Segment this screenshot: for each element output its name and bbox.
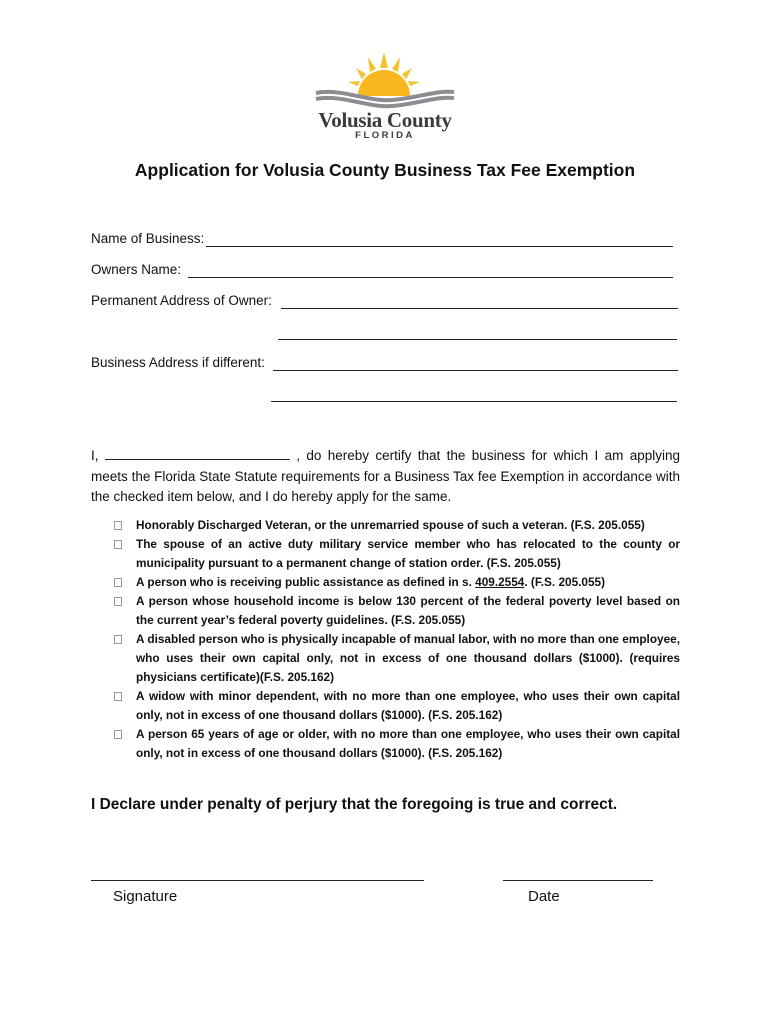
applicant-name-field[interactable] bbox=[105, 447, 290, 460]
exemption-option-military-spouse bbox=[112, 535, 680, 573]
exemption-option-public-assistance bbox=[112, 573, 680, 592]
exemption-option-low-income bbox=[112, 592, 680, 630]
date-field[interactable] bbox=[503, 880, 653, 881]
exemption-option-senior bbox=[112, 725, 680, 763]
checkbox[interactable] bbox=[114, 597, 122, 606]
checkbox[interactable] bbox=[114, 692, 122, 701]
exemption-option-disabled bbox=[112, 630, 680, 687]
exemption-option-widow bbox=[112, 687, 680, 725]
signature-field[interactable] bbox=[91, 880, 424, 881]
exemption-option-text: A disabled person who is physically incapable of manual labor, with no more than one employee, who uses their own capital only, not in excess of one thousand dollars ($1000). (requires physicians certificate)(F.S. 205.162) bbox=[136, 632, 680, 684]
permanent-address-label: Permanent Address of Owner: bbox=[91, 293, 272, 308]
exemption-option-text: The spouse of an active duty military service member who has relocated to the county or municipality pursuant to a permanent change of station order. (F.S. 205.055) bbox=[136, 537, 680, 570]
statute-link[interactable]: 409.2554 bbox=[475, 575, 525, 589]
exemption-option-text-suffix: . (F.S. 205.055) bbox=[524, 575, 606, 589]
exemption-option-text: Honorably Discharged Veteran, or the unremarried spouse of such a veteran. (F.S. 205.055) bbox=[136, 518, 645, 532]
business-address-field[interactable] bbox=[273, 370, 678, 371]
owners-name-label: Owners Name: bbox=[91, 262, 182, 277]
permanent-address-field[interactable] bbox=[281, 308, 678, 309]
certification-text: , do hereby certify that the business for which I am applying meets the Florida State Statute requirements for a Business Tax fee Exemption in accordance with the checked item below, and I do hereby apply for the same. bbox=[91, 448, 680, 504]
exemption-option-text: A widow with minor dependent, with no more than one employee, who uses their own capital only, not in excess of one thousand dollars ($1000). (F.S. 205.162) bbox=[136, 689, 680, 722]
volusia-county-logo bbox=[312, 50, 458, 142]
exemption-options-list bbox=[112, 516, 680, 763]
exemption-option-text: A person who is receiving public assistance as defined in s. bbox=[136, 575, 476, 589]
logo-county-name: Volusia County bbox=[318, 108, 452, 132]
sun-road-emblem bbox=[312, 50, 458, 110]
exemption-option-veteran bbox=[112, 516, 680, 535]
date-label: Date bbox=[528, 888, 560, 905]
checkbox[interactable] bbox=[114, 521, 122, 530]
checkbox[interactable] bbox=[114, 578, 122, 587]
certification-statement bbox=[91, 446, 680, 508]
owners-name-field[interactable] bbox=[188, 277, 673, 278]
checkbox[interactable] bbox=[114, 540, 122, 549]
checkbox[interactable] bbox=[114, 635, 122, 644]
signature-label: Signature bbox=[113, 888, 178, 905]
business-name-field[interactable] bbox=[206, 246, 673, 247]
exemption-option-text: A person whose household income is below 130 percent of the federal poverty level based on the current year’s federal poverty guidelines. (F.S. 205.055) bbox=[136, 594, 680, 627]
business-address-field-line2[interactable] bbox=[271, 401, 677, 402]
checkbox[interactable] bbox=[114, 730, 122, 739]
permanent-address-field-line2[interactable] bbox=[278, 339, 677, 340]
business-address-label: Business Address if different: bbox=[91, 355, 265, 370]
logo-state-name: FLORIDA bbox=[355, 130, 415, 141]
business-name-label: Name of Business: bbox=[91, 231, 205, 246]
exemption-option-text: A person 65 years of age or older, with no more than one employee, who uses their own capital only, not in excess of one thousand dollars ($1000). (F.S. 205.162) bbox=[136, 727, 680, 760]
certification-prefix: I, bbox=[91, 448, 99, 463]
perjury-declaration: I Declare under penalty of perjury that the foregoing is true and correct. bbox=[91, 796, 618, 813]
page-title: Application for Volusia County Business Tax Fee Exemption bbox=[134, 160, 636, 180]
